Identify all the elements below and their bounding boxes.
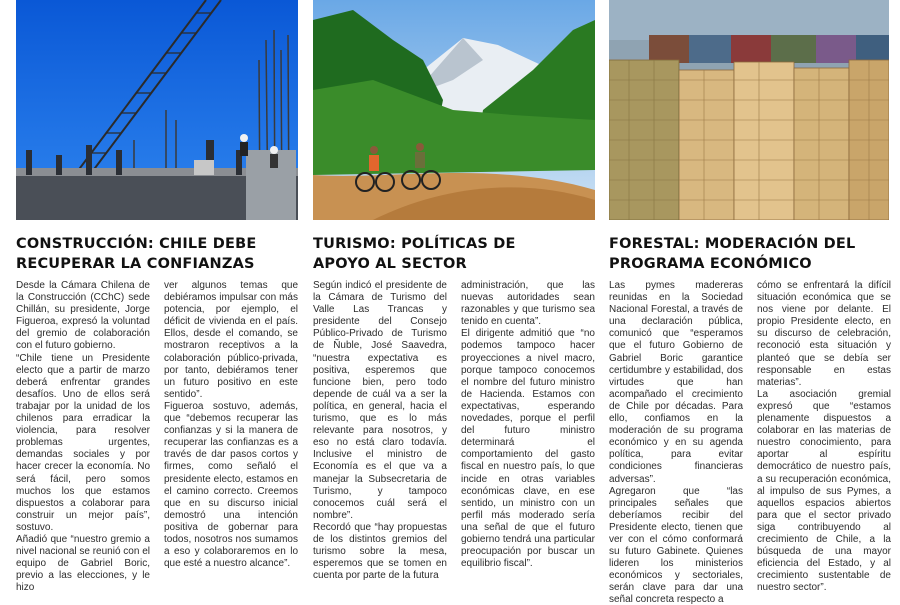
paragraph: El dirigente admitió que “no podemos tampoco hacer proyecciones a nivel macro, porque tampoco conocemos el nombre del futuro ministro de Hacienda. Estamos con expectativas, esperando novedades, porque el perfil del futuro ministro determinará el comportamiento del gasto fiscal en nuestro país, lo que incide en otras variables económicas clave, en ese sentido, un ministro con un perfil más moderado sería una señal de que el futuro gobierno tendrá una particular preocupación por buscar un equilibrio fiscal”. (461, 328, 595, 570)
article-forestal (609, 0, 891, 605)
paragraph: administración, que las nuevas autoridades sean razonables y que turismo sea tenido en cuenta”. (461, 280, 595, 328)
paragraph: “Chile tiene un Presidente electo que a partir de marzo deberá enfrentar grandes desafíos. Uno de ellos será trabajar por la unidad de los chilenos para erradicar la violencia, para resolver problemas urgentes, demandas sociales y por hacer crecer la economía. No será fácil, pero somos muchos los que estamos dispuestos a colaborar para construir un mejor país”, sostuvo. (16, 352, 150, 533)
text-column (461, 280, 595, 582)
text-column (16, 280, 150, 594)
paragraph: Figueroa sostuvo, además, que “debemos recuperar las confianzas y si la manera de recuperar las confianzas es a través de dar pasos cortos y firmes, como señaló el presidente electo, estamos en el camino correcto. Creemos que en su discurso inicial demostró una intención positiva de gobernar para todos, nosotros nos sumamos a eso y colaboraremos en lo que esté a nuestro alcance”. (164, 400, 298, 570)
paragraph: cómo se enfrentará la difícil situación económica que se nos viene por delante. El propio Presidente electo, en su discurso de celebración, reconoció esta situación y planteó que se debía ser responsable en estas materias”. (757, 280, 891, 388)
lumber-stacks-image (609, 0, 889, 220)
paragraph: ver algunos temas que debiéramos impulsar con más potencia, por ejemplo, el déficit de vivienda en el país. Ellos, desde el comando, se mostraron receptivos a la colaboración público-privada, por tanto, debiéramos tener un futuro positivo en este sentido”. (164, 280, 298, 400)
construction-crane-image (16, 0, 298, 220)
paragraph: Las pymes madereras reunidas en la Sociedad Nacional Forestal, a través de una declaración pública, comunicó que “esperamos que el futuro Gobierno de Gabriel Boric garantice certidumbre y estabilidad, dos virtudes que han acompañado el crecimiento de Chile por décadas. Para ello, confiamos en la moderación de su programa económico y en su agenda política, para evitar condiciones financieras adversas”. (609, 280, 743, 485)
headline-forestal: FORESTAL: MODERACIÓN DEL PROGRAMA ECONÓMICO (609, 236, 856, 272)
article-body (313, 280, 595, 582)
paragraph: Añadió que “nuestro gremio a nivel nacional se reunió con el equipo de Gabriel Boric, previo a las elecciones, y le hizo (16, 533, 150, 594)
text-column (609, 280, 743, 605)
text-column (313, 280, 447, 582)
text-column (164, 280, 298, 594)
construction-photo (16, 0, 298, 220)
paragraph: La asociación gremial expresó que “estamos plenamente dispuestos a colaborar en las materias de nuestro conocimiento, para aportar al espíritu democrático de nuestro país, a su recuperación económica, al impulso de sus Pymes, a aquellos espacios abiertos para que el sector privado siga contribuyendo al crecimiento de Chile, a la búsqueda de una mayor eficiencia del Estado, y al crecimiento sustentable de nuestro sector”. (757, 388, 891, 594)
article-body (16, 280, 298, 594)
article-body (609, 280, 891, 605)
article-construccion (16, 0, 298, 605)
text-column (757, 280, 891, 605)
headline-turismo: TURISMO: POLÍTICAS DE APOYO AL SECTOR (313, 236, 516, 272)
cyclists-volcano-image (313, 0, 595, 220)
tourism-photo (313, 0, 595, 220)
paragraph: Según indicó el presidente de la Cámara de Turismo del Valle Las Trancas y presidente del Consejo Público-Privado de Turismo de Ñuble, José Saavedra, “nuestra expectativa es positiva, esperemos que funcione bien, pero todo depende de cuál va a ser la política, en general, hacia el turismo, que es lo más relevante para nosotros, y eso no está claro todavía. Inclusive el ministro de Economía es el que va a manejar la Subsecretaria de Turismo, y tampoco conocemos cuál será el nombre”. (313, 280, 447, 521)
headline-construccion: CONSTRUCCIÓN: CHILE DEBE RECUPERAR LA CONFIANZAS (16, 236, 257, 272)
article-turismo (313, 0, 595, 605)
paragraph: Desde la Cámara Chilena de la Construcción (CChC) sede Chillán, su presidente, Jorge Figueroa, expresó la voluntad del gremio de colaboración con el futuro gobierno. (16, 280, 150, 352)
paragraph: Agregaron que “las principales señales que deberíamos recibir del Presidente electo, tienen que ver con el cómo conformará su futuro Gabinete. Quienes lideren los ministerios económicos y sectoriales, serán clave para dar una señal concreta respecto a (609, 485, 743, 605)
paragraph: Recordó que “hay propuestas de los distintos gremios del turismo sobre la mesa, esperemos que se tomen en cuenta por parte de la futura (313, 521, 447, 582)
forestry-photo (609, 0, 889, 220)
